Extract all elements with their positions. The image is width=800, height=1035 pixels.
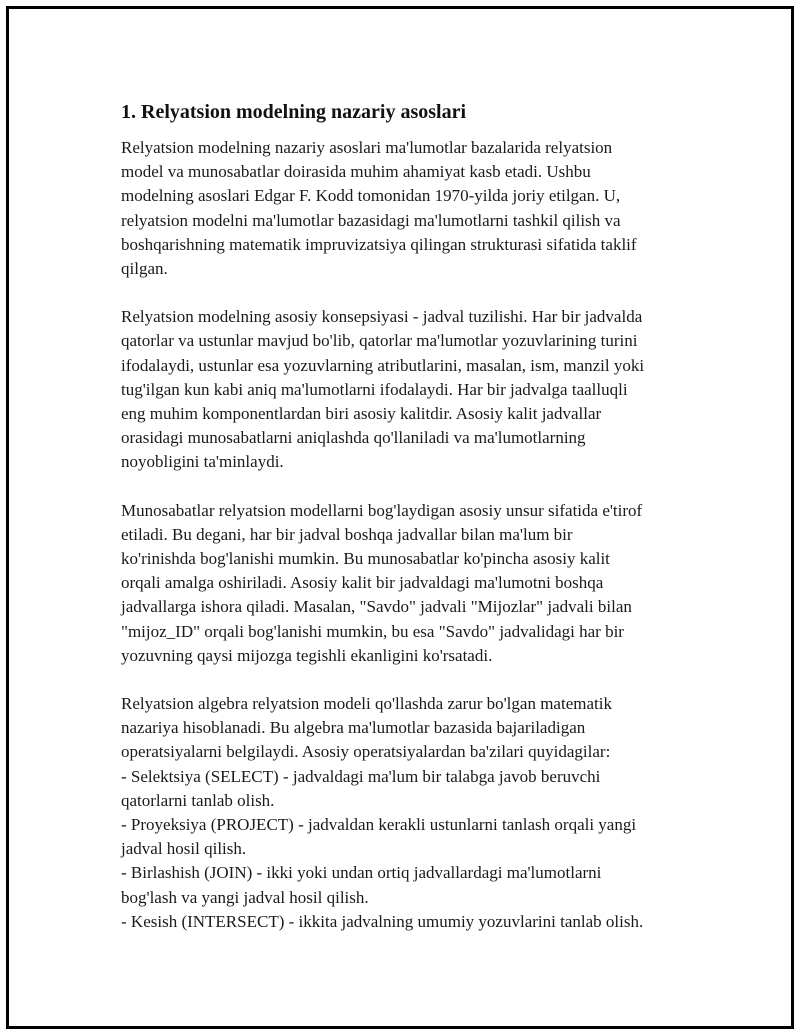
text-line: qilgan. <box>121 259 168 279</box>
paragraph <box>121 692 701 934</box>
paragraph <box>121 499 701 668</box>
text-line: etiladi. Bu degani, har bir jadval boshqa jadvallar bilan ma'lum bir <box>121 524 573 544</box>
text-line: bog'lash va yangi jadval hosil qilish. <box>121 887 369 907</box>
text-line: modelning asoslari Edgar F. Kodd tomonidan 1970-yilda joriy etilgan. U, <box>121 186 621 206</box>
text-line: Relyatsion modelning asosiy konsepsiyasi - jadval tuzilishi. Har bir jadvalda <box>121 307 643 327</box>
text-line: model va munosabatlar doirasida muhim ahamiyat kasb etadi. Ushbu <box>121 162 591 182</box>
text-line: orasidagi munosabatlarni aniqlashda qo'llaniladi va ma'lumotlarning <box>121 428 586 448</box>
text-line: orqali amalga oshiriladi. Asosiy kalit bir jadvaldagi ma'lumotni boshqa <box>121 573 604 593</box>
text-line: noyobligini ta'minlaydi. <box>121 452 284 472</box>
text-line: - Selektsiya (SELECT) - jadvaldagi ma'lum bir talabga javob beruvchi <box>121 766 601 786</box>
text-line: ko'rinishda bog'lanishi mumkin. Bu munosabatlar ko'pincha asosiy kalit <box>121 549 610 569</box>
text-line: Munosabatlar relyatsion modellarni bog'laydigan asosiy unsur sifatida e'tirof <box>121 500 643 520</box>
text-line: eng muhim komponentlardan biri asosiy kalitdir. Asosiy kalit jadvallar <box>121 404 602 424</box>
text-line: qatorlarni tanlab olish. <box>121 790 275 810</box>
text-line: Relyatsion modelning nazariy asoslari ma'lumotlar bazalarida relyatsion <box>121 138 613 157</box>
text-line: relyatsion modelni ma'lumotlar bazasidagi ma'lumotlarni tashkil qilish va <box>121 210 621 230</box>
text-line: boshqarishning matematik impruvizatsiya qilingan strukturasi sifatida taklif <box>121 234 637 254</box>
paragraph <box>121 136 701 281</box>
text-line: operatsiyalarni belgilaydi. Asosiy operatsiyalardan ba'zilari quyidagilar: <box>121 742 611 762</box>
document-body <box>121 99 701 958</box>
text-line: - Kesish (INTERSECT) - ikkita jadvalning umumiy yozuvlarini tanlab olish. <box>121 911 644 931</box>
text-line: - Proyeksiya (PROJECT) - jadvaldan kerakli ustunlarni tanlash orqali yangi <box>121 815 637 835</box>
text-line: yozuvning qaysi mijozga tegishli ekanligini ko'rsatadi. <box>121 645 493 665</box>
text-line: tug'ilgan kun kabi aniq ma'lumotlarni ifodalaydi. Har bir jadvalga taalluqli <box>121 379 628 399</box>
text-line: ifodalaydi, ustunlar esa yozuvlarning atributlarini, masalan, ism, manzil yoki <box>121 355 645 375</box>
text-line: nazariya hisoblanadi. Bu algebra ma'lumotlar bazasida bajariladigan <box>121 718 586 738</box>
text-line: jadval hosil qilish. <box>121 839 247 859</box>
text-line: jadvallarga ishora qiladi. Masalan, "Savdo" jadvali "Mijozlar" jadvali bilan <box>121 597 632 617</box>
text-line: "mijoz_ID" orqali bog'lanishi mumkin, bu esa "Savdo" jadvalidagi har bir <box>121 621 624 641</box>
paragraph <box>121 305 701 474</box>
text-line: - Birlashish (JOIN) - ikki yoki undan ortiq jadvallardagi ma'lumotlarni <box>121 863 602 883</box>
text-line: Relyatsion algebra relyatsion modeli qo'llashda zarur bo'lgan matematik <box>121 694 612 714</box>
text-line: qatorlar va ustunlar mavjud bo'lib, qatorlar ma'lumotlar yozuvlarining turini <box>121 331 638 351</box>
section-heading: 1. Relyatsion modelning nazariy asoslari <box>121 101 467 123</box>
page-frame <box>6 6 794 1029</box>
